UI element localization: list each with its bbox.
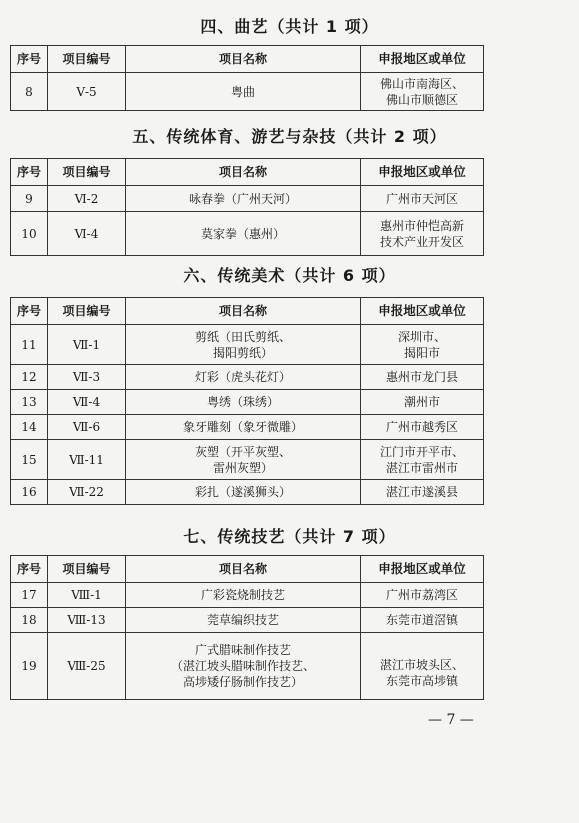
cell-seq: 17 [11,583,48,608]
cell-name-line: 高埗矮仔肠制作技艺） [182,675,303,689]
cell-seq: 16 [11,480,48,505]
cell-name [126,608,361,633]
cell-region-line: 技术产业开发区 [379,234,464,249]
cell-region-line: 广州市越秀区 [385,420,458,434]
cell-seq: 19 [11,633,48,700]
cell-code: Ⅷ-13 [48,608,126,633]
cell-seq: 11 [11,325,48,365]
items-table [10,555,484,700]
cell-region-line: 佛山市南海区、 [379,76,464,91]
table-row [11,583,484,608]
cell-name [126,583,361,608]
cell-name-line: 咏春拳（广州天河） [188,191,297,206]
cell-code: Ⅶ-22 [48,480,126,505]
cell-region [361,390,484,415]
cell-name-line: 象牙雕刻（象牙微雕） [182,420,303,434]
cell-region [361,365,484,390]
cell-seq: 18 [11,608,48,633]
cell-region-line: 惠州市龙门县 [385,370,458,384]
cell-seq: 12 [11,365,48,390]
cell-region [361,480,484,505]
table-row [11,73,484,111]
cell-region [361,186,484,212]
cell-region [361,415,484,440]
cell-name-line: 广式腊味制作技艺 [194,643,291,657]
section-title: 四、曲艺（共计 1 项） [200,17,379,36]
table-row [11,440,484,480]
header-name: 项目名称 [126,556,361,583]
cell-name [126,415,361,440]
table-row [11,365,484,390]
cell-region-line: 东莞市道滘镇 [385,613,458,627]
cell-name [126,212,361,256]
cell-region-line: 揭阳市 [403,345,440,360]
header-name: 项目名称 [126,298,361,325]
table-header-row [11,159,484,186]
table-row [11,186,484,212]
cell-name-line: 粤曲 [230,84,255,99]
table-row [11,212,484,256]
cell-region-line: 湛江市遂溪县 [385,485,458,499]
cell-name-line: 莫家拳（惠州） [200,226,285,241]
cell-region [361,73,484,111]
cell-region [361,325,484,365]
cell-region-line: 广州市天河区 [385,191,458,206]
items-table [10,158,484,256]
cell-region-line: 广州市荔湾区 [385,588,458,602]
cell-code: Ⅴ-5 [48,73,126,111]
cell-name [126,365,361,390]
cell-name-line: 莞草编织技艺 [206,613,279,627]
cell-region [361,608,484,633]
cell-name-line: （湛江坡头腊味制作技艺、 [170,659,315,673]
cell-seq: 8 [11,73,48,111]
cell-seq: 10 [11,212,48,256]
cell-name [126,325,361,365]
table-header-row [11,298,484,325]
cell-region [361,440,484,480]
cell-name-line: 雷州灰塑） [212,460,273,475]
items-table [10,297,484,505]
header-code: 项目编号 [48,159,126,186]
cell-code: Ⅶ-6 [48,415,126,440]
cell-name [126,73,361,111]
header-name: 项目名称 [126,159,361,186]
cell-code: Ⅶ-11 [48,440,126,480]
cell-seq: 9 [11,186,48,212]
cell-name [126,480,361,505]
cell-region [361,212,484,256]
cell-name-line: 粤绣（珠绣） [206,395,279,409]
table-row [11,480,484,505]
header-seq: 序号 [11,298,48,325]
cell-region [361,633,484,700]
header-name: 项目名称 [126,46,361,73]
cell-name-line: 揭阳剪纸） [212,345,273,360]
cell-region-line: 佛山市顺德区 [385,92,458,107]
table-header-row [11,46,484,73]
cell-region-line: 深圳市、 [397,329,446,344]
cell-code: Ⅶ-1 [48,325,126,365]
cell-code: Ⅷ-25 [48,633,126,700]
table-row [11,608,484,633]
cell-region-line: 湛江市雷州市 [385,460,458,475]
cell-name-line: 剪纸（田氏剪纸、 [194,329,291,344]
header-region: 申报地区或单位 [361,46,484,73]
cell-region-line: 潮州市 [403,395,440,409]
cell-name-line: 广彩瓷烧制技艺 [200,588,285,602]
cell-region-line: 东莞市高埗镇 [385,674,458,688]
cell-region-line: 惠州市仲恺高新 [379,218,464,233]
cell-code: Ⅵ-2 [48,186,126,212]
cell-name-line: 彩扎（遂溪狮头） [194,485,291,499]
items-table [10,45,484,111]
cell-region [361,583,484,608]
cell-name-line: 灰塑（开平灰塑、 [194,444,291,459]
table-header-row [11,556,484,583]
header-code: 项目编号 [48,46,126,73]
cell-name-line: 灯彩（虎头花灯） [194,370,291,384]
header-seq: 序号 [11,46,48,73]
cell-name [126,440,361,480]
cell-seq: 13 [11,390,48,415]
section-title: 五、传统体育、游艺与杂技（共计 2 项） [132,127,447,146]
cell-code: Ⅶ-3 [48,365,126,390]
cell-name [126,633,361,700]
cell-region-line: 江门市开平市、 [379,444,464,459]
header-region: 申报地区或单位 [361,159,484,186]
cell-code: Ⅶ-4 [48,390,126,415]
section-title: 七、传统技艺（共计 7 项） [183,527,396,546]
header-region: 申报地区或单位 [361,298,484,325]
header-seq: 序号 [11,556,48,583]
table-row [11,325,484,365]
page-number: — 7 — [428,712,474,728]
header-code: 项目编号 [48,298,126,325]
table-row [11,390,484,415]
table-row [11,633,484,700]
cell-name [126,186,361,212]
cell-region-line: 湛江市坡头区、 [379,658,464,672]
section-title: 六、传统美术（共计 6 项） [183,266,396,285]
cell-seq: 14 [11,415,48,440]
cell-code: Ⅷ-1 [48,583,126,608]
header-seq: 序号 [11,159,48,186]
table-row [11,415,484,440]
cell-code: Ⅵ-4 [48,212,126,256]
cell-seq: 15 [11,440,48,480]
header-code: 项目编号 [48,556,126,583]
cell-name [126,390,361,415]
header-region: 申报地区或单位 [361,556,484,583]
